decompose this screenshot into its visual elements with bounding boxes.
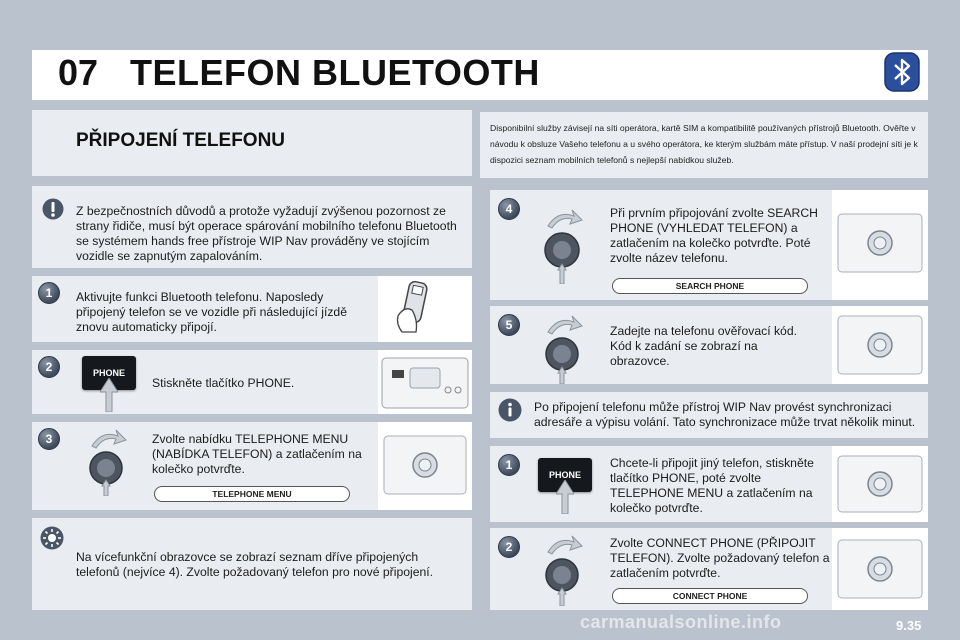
connect-phone-label: CONNECT PHONE xyxy=(612,588,808,604)
bluetooth-icon xyxy=(884,52,920,92)
step-text: Zvolte CONNECT PHONE (PŘIPOJIT TELEFON). Zvolte požadovaný telefon a zatlačením potvrďte. xyxy=(610,536,830,580)
dial-rotate-icon xyxy=(84,424,128,501)
radio-unit-illustration xyxy=(832,306,928,384)
phone-hand-illustration xyxy=(378,276,472,342)
phone-button: PHONE xyxy=(82,356,136,390)
radio-unit-illustration xyxy=(832,528,928,610)
dial-rotate-icon xyxy=(540,204,584,289)
radio-unit-illustration xyxy=(378,350,472,414)
phone-button: PHONE xyxy=(538,458,592,492)
dial-rotate-icon xyxy=(540,310,584,389)
step-number-badge: 1 xyxy=(498,454,520,476)
radio-unit-illustration xyxy=(832,446,928,522)
step-number-badge: 4 xyxy=(498,198,520,220)
watermark: carmanualsonline.info xyxy=(580,612,782,632)
telephone-menu-label: TELEPHONE MENU xyxy=(154,486,350,502)
step-number-badge: 5 xyxy=(498,314,520,336)
step-number-badge: 3 xyxy=(38,428,60,450)
warning-text: Z bezpečnostních důvodů a protože vyžadují zvýšenou pozornost ze strany řidiče, musí být operace spárování mobilního telefonu Bluetooth se systémem hands free přístroje WIP Nav prováděny ve stojícím vozidle se zapnutým zapalováním. xyxy=(76,204,457,263)
radio-unit-illustration xyxy=(378,422,472,510)
exclamation-icon xyxy=(42,198,64,225)
section-title: PŘIPOJENÍ TELEFONU xyxy=(76,130,286,151)
sun-icon xyxy=(40,526,64,555)
arrow-up-icon xyxy=(100,378,118,417)
step-number-badge: 1 xyxy=(38,282,60,304)
page-title: TELEFON BLUETOOTH xyxy=(130,52,540,93)
step-text: Při prvním připojování zvolte SEARCH PHONE (VYHLEDAT TELEFON) a zatlačením na kolečko potvrďte. Poté zvolte název telefonu. xyxy=(610,206,818,265)
step-number-badge: 2 xyxy=(38,356,60,378)
radio-unit-illustration xyxy=(832,190,928,300)
step-text: Aktivujte funkci Bluetooth telefonu. Naposledy připojený telefon se ve vozidle při následující jízdě znovu automaticky připojí. xyxy=(76,290,347,334)
dial-rotate-icon xyxy=(540,530,584,611)
step-text: Stiskněte tlačítko PHONE. xyxy=(152,376,295,390)
chapter-number: 07 xyxy=(58,52,99,93)
info-icon xyxy=(498,398,522,427)
arrow-up-icon xyxy=(556,480,574,519)
step-text: Zvolte nabídku TELEPHONE MENU (NABÍDKA TELEFON) a zatlačením na kolečko potvrďte. xyxy=(152,432,362,476)
info-text: Po připojení telefonu může přístroj WIP Nav provést synchronizaci adresáře a výpisu volání. Tato synchronizace může trvat několik minut. xyxy=(534,400,916,429)
page-number: 9.35 xyxy=(896,618,922,633)
search-phone-label: SEARCH PHONE xyxy=(612,278,808,294)
step-text: Chcete-li připojit jiný telefon, stiskněte tlačítko PHONE, poté zvolte TELEPHONE MENU a zatlačením na kolečko potvrďte. xyxy=(610,456,814,515)
intro-text: Disponibilní služby závisejí na síti operátora, kartě SIM a kompatibilitě používaných přístrojů Bluetooth. Ověřte v návodu k obsluze Vašeho telefonu a u svého operátora, ke kterým službám máte přístup. V naší prodejní síti je k dispozici seznam mobilních telefonů s nejlepší nabídkou služeb. xyxy=(480,112,928,178)
step-text: Zadejte na telefonu ověřovací kód. Kód k zadání se zobrazí na obrazovce. xyxy=(610,324,797,368)
step-number-badge: 2 xyxy=(498,536,520,558)
tip-text: Na vícefunkční obrazovce se zobrazí seznam dříve připojených telefonů (nejvíce 4). Zvolte požadovaný telefon pro nové připojení. xyxy=(76,550,434,579)
